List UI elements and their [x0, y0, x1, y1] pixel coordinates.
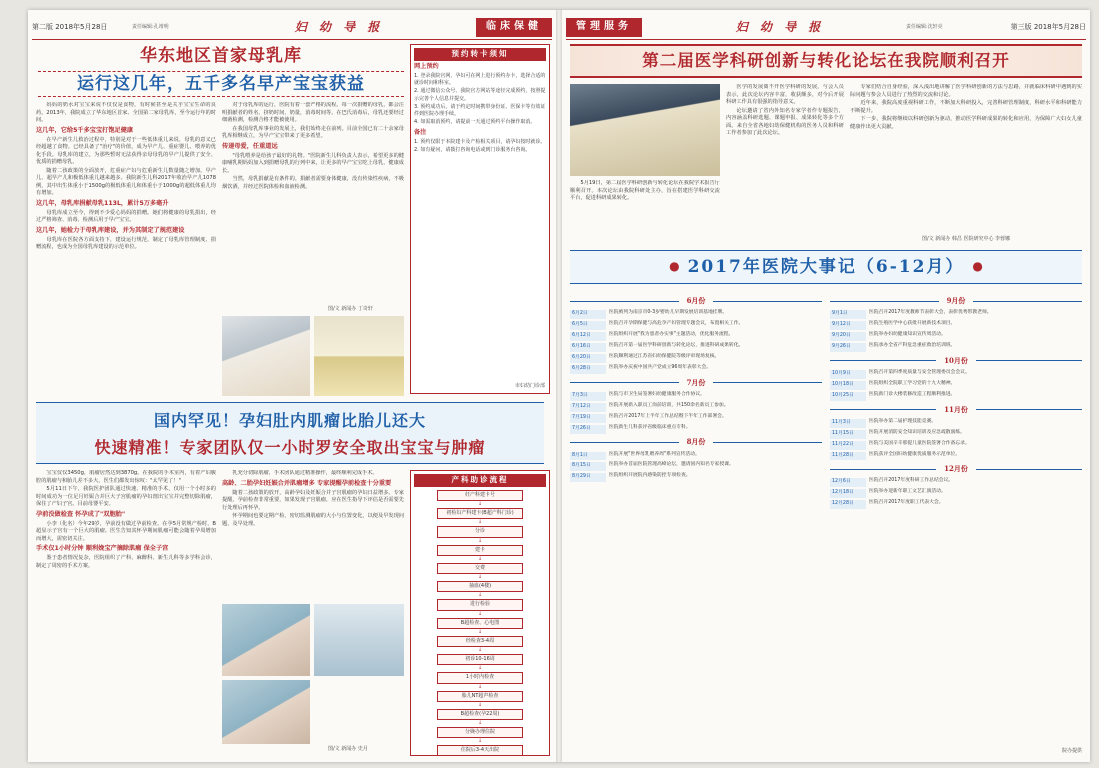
event-date: 6月16日 — [570, 343, 606, 352]
event-row — [570, 332, 822, 341]
month-heading — [830, 403, 1082, 417]
event-row — [570, 462, 822, 471]
page-header — [566, 16, 1086, 40]
event-row — [570, 414, 822, 423]
month-label: 9月份 — [946, 295, 966, 305]
subheading: 这几年，母乳库捐献母乳113L，累计5万多毫升 — [36, 199, 169, 207]
article-milk-bank-col1 — [36, 102, 216, 398]
month-label: 11月份 — [944, 404, 968, 414]
subheading: 孕前没做检查 怀孕成了"双胞胎" — [36, 510, 126, 518]
flowchart-step: B超检查(孕22周) — [437, 709, 523, 720]
event-date: 6月2日 — [570, 310, 606, 319]
notice-text: 2. 通过微信公众号、我院官方网站等途径完成预约，按照提示完善个人信息并提交。 — [414, 88, 546, 102]
paragraph: 随着二孩政策的全面放开，危重症产妇与危重新生儿数量随之增加。早产儿、超早产儿和极低体重儿越来越多。我院新生儿科2017年收治早产儿1078例，其中出生体重小于1500g的极低体重儿和体重小于1000g的超低体重儿均有增加。 — [36, 167, 216, 197]
event-date: 11月15日 — [830, 430, 866, 439]
arrow-down-icon: ↓ — [477, 720, 483, 727]
arrow-down-icon: ↓ — [477, 555, 483, 562]
paragraph: 近年来，我院高度重视科研工作，不断加大科研投入，完善科研管理制度，科研水平和科研能力不断提升。 — [850, 100, 1082, 114]
event-row — [570, 392, 822, 401]
event-row — [830, 310, 1082, 319]
event-text: 医院与市卫生局签署妇幼健康服务合作协议。 — [609, 391, 705, 397]
forum-col2 — [726, 84, 844, 246]
article-milk-bank-col2 — [222, 102, 404, 302]
event-text: 医院新生儿科获评省级临床重点专科。 — [609, 424, 691, 430]
event-text: 医院获评全国妇幼健康优质服务示范单位。 — [869, 451, 961, 457]
event-date: 7月12日 — [570, 403, 606, 412]
subheading: 这几年，它给5千多宝宝打饱足健康 — [36, 126, 134, 134]
notice-footer: 市妇幼门诊部 — [514, 382, 545, 389]
paragraph: 妈妈的奶水对宝宝来说不仅仅是食物，有时候甚至是关乎宝宝生命的良药。2013年，我院成立了华东地区首家、全国第二家母乳库，至今运行年的时间。 — [36, 102, 216, 124]
flowchart-step: 1小时内检查 — [437, 672, 523, 683]
photo-milk-bank-staff — [222, 316, 310, 396]
events-banner — [570, 250, 1082, 284]
month-heading — [830, 354, 1082, 368]
event-date: 11月28日 — [830, 452, 866, 461]
notice-text: 3. 预约成功后，请于约定时间携带身份证、医保卡等有效证件到医院办理手续。 — [414, 103, 546, 118]
event-text: 医院组织全院职工学习党的十九大精神。 — [869, 380, 956, 386]
flowchart-step: 进行检验 — [437, 599, 523, 610]
event-row — [570, 403, 822, 412]
event-date: 6月20日 — [570, 354, 606, 363]
bullet-icon: ● — [972, 259, 983, 274]
paragraph: 专家们结合自身经验，深入浅出地讲解了医学科研创新的方法与思路，并就临床科研中遇到的实际问题与参会人员进行了热烈的交流和讨论。 — [850, 84, 1082, 98]
page-date: 第三版 2018年5月28日 — [1010, 23, 1086, 32]
event-text: 医院顺利通过江苏省妇幼保健院等级评审现场复核。 — [609, 353, 720, 359]
arrow-down-icon: ↓ — [477, 574, 483, 581]
page-three — [562, 10, 1090, 762]
event-date: 7月3日 — [570, 392, 606, 401]
month-label: 8月份 — [686, 437, 706, 447]
paragraph: 母乳库成立至今，得到不少爱心妈妈的捐赠。她们将健康的母乳捐出，经过严格筛查、消毒、检测后用于早产宝宝。 — [36, 209, 216, 224]
appointment-notice — [410, 44, 550, 394]
paragraph: 论坛邀请了省内外知名专家学者作专题报告，内容涵盖科研选题、课题申报、成果转化等多个方面。来自全省各地妇幼保健机构的医务人员和科研工作者参加了此次论坛。 — [726, 107, 844, 137]
forum-credit: 图/文 新闻办 韩昌 医院研究中心 李蓉娜 — [922, 236, 1011, 242]
event-date: 10月18日 — [830, 381, 866, 390]
photo-baby — [222, 680, 310, 744]
headline-text: 第二届医学科研创新与转化论坛在我院顺利召开 — [642, 51, 1010, 71]
event-date: 12月6日 — [830, 478, 866, 487]
paragraph: 下一步，我院将继续以科研创新为驱动，推动医学科研成果的转化和应用，为保障广大妇女儿童健康作出更大贡献。 — [850, 116, 1082, 130]
event-row — [830, 441, 1082, 450]
event-text: 医院召开2017年度科研工作总结会议。 — [869, 478, 954, 484]
event-text: 医院举办第二届护理技能竞赛。 — [869, 418, 937, 424]
event-date: 11月22日 — [830, 441, 866, 450]
flowchart-step: 分娩办理住院 — [437, 727, 523, 738]
paragraph: 乳充分切除肌瘤，手术团队通过精准操作，最终顺利完成手术。 — [232, 470, 378, 476]
flowchart-steps — [414, 490, 546, 756]
article-tumor-col2 — [222, 470, 404, 600]
event-text: 医院生殖医学中心获批开展新技术项目。 — [869, 320, 956, 326]
event-text: 医院组织开展院内感染防控专项检查。 — [609, 473, 691, 479]
flowchart-step: 初诊10-16周 — [437, 654, 523, 665]
month-label: 12月份 — [944, 464, 968, 474]
event-row — [570, 343, 822, 352]
headline-line2: 运行这几年，五千多名早产宝宝获益 — [38, 71, 404, 98]
arrow-down-icon: ↓ — [477, 701, 483, 708]
headline-line1: 华东地区首家母乳库 — [140, 46, 302, 66]
notice-text: 4. 如需取消预约，请提前一天通过预约平台操作取消。 — [414, 119, 536, 126]
arrow-down-icon: ↓ — [477, 592, 483, 599]
paragraph: 小李（化名）今年29岁，孕前没有做过孕前检查。在孕5月常规产检时，B超显示子宫有一个巨大的肌瘤。医生告知其怀孕期间肌瘤可能会随着孕周增加而增大，需密切关注。 — [36, 520, 216, 542]
flowchart-step: 抽血(4楼) — [437, 581, 523, 592]
event-text: 医院开展"世界母乳喂养周"系列宣传活动。 — [609, 451, 700, 457]
event-row — [570, 425, 822, 434]
headline-tumor — [36, 402, 544, 464]
page-two — [28, 10, 556, 762]
event-row — [830, 419, 1082, 428]
photo-milk-bottles — [314, 316, 404, 396]
event-date: 11月3日 — [830, 419, 866, 428]
subheading: 手术仅1小时分钟 顺利娩宝产摘除肌瘤 保全子宫 — [36, 545, 169, 553]
subheading: 这几年，她检力于母乳库建设，并为其制定了规范建设 — [36, 226, 185, 234]
event-date: 9月26日 — [830, 343, 866, 352]
paragraph: 5月19日，第二届医学科研创新与转化论坛在我院学术报告厅顺利召开。本次论坛由我院科研处主办，旨在搭建医学科研交流平台，促进科研成果转化。 — [570, 180, 720, 202]
event-date: 6月5日 — [570, 321, 606, 330]
arrow-down-icon: ↓ — [477, 738, 483, 745]
flowchart-step: 交费 — [437, 563, 523, 574]
paragraph: 医学的发展离不开医学科研的发展，与会人员表示，此次论坛内容丰富，收获颇多，对今后开展科研工作具有很强的指导意义。 — [726, 84, 844, 106]
headline-line1: 国内罕见！孕妇肚内肌瘤比胎儿还大 — [153, 411, 426, 430]
event-text: 医院召开2017年度职工代表大会。 — [869, 500, 944, 506]
flowchart-step: 胎儿NT超声检查 — [437, 691, 523, 702]
event-date: 12月18日 — [830, 489, 866, 498]
arrow-down-icon: ↓ — [477, 519, 483, 526]
month-heading — [570, 294, 822, 308]
subheading: 传递母爱，任重道远 — [222, 142, 278, 150]
paragraph: 在我国母乳库事业的发展上，我们始终走在前列。目前全国已有二十余家母乳库相继成立，为早产宝宝带来了更多希望。 — [222, 125, 404, 140]
event-row — [570, 473, 822, 482]
event-text: 医院举办庆祝中国共产党成立96周年表彰大会。 — [609, 364, 712, 370]
event-date: 8月15日 — [570, 462, 606, 471]
headline-forum — [570, 44, 1082, 78]
event-date: 9月1日 — [830, 310, 866, 319]
month-heading — [830, 462, 1082, 476]
page-editor: 责任编辑:孔靖明 — [132, 23, 169, 30]
event-row — [570, 321, 822, 330]
newspaper-name: 妇 幼 导 报 — [735, 19, 825, 34]
flowchart-step: 建卡 — [437, 545, 523, 556]
events-title: 2017年医院大事记（6-12月） — [687, 256, 965, 277]
obstetric-flowchart — [410, 470, 550, 756]
event-row — [570, 365, 822, 374]
headline-line2: 快速精准！专家团队仅一小时罗安全取出宝宝与肿瘤 — [94, 438, 486, 458]
events-column-left — [570, 292, 822, 484]
paragraph: "母乳喂养是给孩子最好的礼物。"医院新生儿科负责人表示，希望更多的健康哺乳期妈妈加入到捐赠母乳的行列中来，让更多的早产宝宝吃上母乳，健康成长。 — [222, 152, 404, 174]
flowchart-step: 经检查3-4周 — [437, 636, 523, 647]
event-row — [830, 489, 1082, 498]
flowchart-title: 产科助诊流程 — [414, 474, 546, 487]
month-label: 10月份 — [944, 355, 968, 365]
notice-title: 预约转卡须知 — [414, 48, 546, 61]
arrow-down-icon: ↓ — [477, 610, 483, 617]
event-text: 医院召开第一届医学科研创新与转化论坛，推进科研成果转化。 — [609, 342, 744, 348]
flowchart-step: 初检妇产科建卡(B超产科门诊) — [437, 508, 523, 519]
event-date: 8月1日 — [570, 452, 606, 461]
event-text: 医院新门诊大楼装修改造工程顺利推进。 — [869, 391, 956, 397]
event-date: 12月28日 — [830, 500, 866, 509]
forum-col3 — [850, 84, 1082, 234]
flowchart-step: 妊产科建卡号 — [437, 490, 523, 501]
paragraph: 随着二孩政策的放开，高龄孕妇及妊娠合并子宫肌瘤的孕妇日益增多。专家提醒，孕前检查非常重要，如果发现子宫肌瘤，应在医生指导下评估是否需要先行处理后再怀孕。 — [222, 489, 404, 511]
subheading: 高龄、二胎孕妇妊娠合并肌瘤增多 专家提醒孕前检查十分重要 — [222, 479, 392, 487]
event-row — [830, 478, 1082, 487]
month-label: 7月份 — [686, 377, 706, 387]
notice-subheading: 备注 — [414, 128, 427, 136]
newspaper-name: 妇 幼 导 报 — [294, 19, 384, 34]
paragraph: 对于母乳库的运行，医院有着一套严格的流程。每一次捐赠的母乳，都会注明捐献者的姓名、挤奶时间、奶量，消毒时间等。在巴氏消毒后，母乳还要经过细菌检测，检测合格才能被使用。 — [222, 102, 404, 124]
event-text: 医院与美国辛辛那提儿童医院签署合作备忘录。 — [869, 440, 970, 446]
paragraph: 鉴于患者情况复杂，医院组织了产科、麻醉科、新生儿科等多学科会诊，制定了周密的手术方案。 — [36, 555, 216, 569]
event-text: 医院举办妇幼健康知识宣传周活动。 — [869, 331, 946, 337]
event-row — [570, 354, 822, 363]
event-row — [830, 332, 1082, 341]
paragraph: 当然，母乳捐献是有条件的。捐献者需要身体健康，没有传染性疾病，不吸烟饮酒，并经过医院体检和血液检测。 — [222, 176, 404, 190]
event-text: 医院举办迎新年职工文艺汇演活动。 — [869, 489, 946, 495]
paragraph: 宝宝仅仅3450g，肌瘤居然达到3870g。在我院的手术室内，有着产妇腹腔的肌瘤与和胎儿差不多大，医生们都发出惊叹："太罕见了！" — [36, 470, 216, 484]
article-tumor-col1 — [36, 470, 216, 756]
arrow-down-icon: ↓ — [477, 683, 483, 690]
paragraph: 怀孕期间也要定期产检，密切监测肌瘤的大小与位置变化，以便及早发现问题、及早处理。 — [222, 513, 404, 527]
month-label: 6月份 — [686, 295, 706, 305]
month-heading — [830, 294, 1082, 308]
page-date: 第二版 2018年5月28日 — [32, 23, 108, 32]
arrow-down-icon: ↓ — [477, 647, 483, 654]
photo-surgery — [222, 604, 310, 676]
event-row — [830, 321, 1082, 330]
section-title: 管理服务 — [566, 18, 642, 37]
event-date: 9月12日 — [830, 321, 866, 330]
bullet-icon: ● — [669, 259, 680, 274]
event-row — [830, 452, 1082, 461]
event-text: 医院召开2017年度教师节表彰大会，表彰优秀带教老师。 — [869, 310, 992, 315]
article-credit: 图/文 新闻办 丁奇轩 — [328, 306, 373, 312]
event-row — [830, 392, 1082, 401]
event-row — [830, 430, 1082, 439]
paragraph: 在早产新生儿救治过程中，特别是对于一些低体重儿来说，母乳的意义已经超越了食物。已经具备了"治疗"的价值，成为早产儿、重症婴儿、喂养的优化手段。母乳库的建立，为那些暂时无法获得亲母母乳的早产儿提供了安全、优质的捐赠母乳。 — [36, 136, 216, 166]
forum-col1 — [570, 180, 720, 246]
article-credit: 图/文 新闻办 史月 — [328, 746, 368, 752]
event-date: 7月19日 — [570, 414, 606, 423]
paragraph: 5月11日下午，我院医护团队通过快速、精准的手术，仅用一个小时多的时间成功为一位足月妊娠合并巨大子宫肌瘤的孕妇剖出宝宝并完整切除肌瘤，保住了产妇子宫。目前母婴平安。 — [36, 486, 216, 508]
event-text: 医院召开2017年上半年工作总结暨下半年工作部署会。 — [609, 413, 727, 419]
event-date: 10月25日 — [830, 392, 866, 401]
event-date: 6月12日 — [570, 332, 606, 341]
event-row — [830, 500, 1082, 509]
notice-text: 1. 登录我院官网，孕妇可在网上进行预约办卡，选择合适的就诊时间和科室。 — [414, 72, 546, 87]
arrow-down-icon: ↓ — [477, 537, 483, 544]
month-heading — [570, 436, 822, 450]
event-text: 医院承办全省产科危急重症救治培训班。 — [869, 342, 956, 348]
month-heading — [570, 376, 822, 390]
event-text: 医院召开孕期保健与高危孕产妇管理专题会议，布置相关工作。 — [609, 320, 744, 326]
flowchart-step: B超检查、心电图 — [437, 618, 523, 629]
headline-milk-bank — [38, 44, 404, 96]
event-date: 7月26日 — [570, 425, 606, 434]
notice-subheading: 网上预约 — [414, 62, 439, 70]
notice-text: 1. 预约仅限于本院建卡及产检相关项目，请孕妇按时就诊。 — [414, 138, 546, 145]
photo-tumor — [314, 604, 404, 676]
page-header — [32, 16, 552, 40]
event-text: 医院召开第四季度质量与安全管理委员会会议。 — [869, 369, 970, 375]
event-text: 医院被列为南京市0-3岁婴幼儿早期发展培训基地挂牌。 — [609, 310, 728, 315]
event-date: 10月9日 — [830, 370, 866, 379]
page-editor: 责任编辑:沈轩亮 — [906, 23, 943, 30]
event-date: 9月20日 — [830, 332, 866, 341]
newspaper-spread — [28, 10, 1090, 762]
event-text: 医院举办首届医院管理高峰论坛，邀请国内知名专家授课。 — [609, 462, 734, 468]
event-row — [570, 452, 822, 461]
notice-text: 2. 如有疑问，请拨打咨询电话或到门诊服务台咨询。 — [414, 146, 531, 153]
event-text: 医院开展新入职员工岗前培训，共150余名新员工参加。 — [609, 402, 729, 408]
photo-forum-hall — [570, 84, 720, 176]
events-credit: 院办提供 — [1061, 748, 1082, 754]
event-date: 8月29日 — [570, 473, 606, 482]
event-text: 医院开展消防安全知识培训及应急疏散演练。 — [869, 429, 965, 435]
event-row — [830, 343, 1082, 352]
event-row — [830, 370, 1082, 379]
event-row — [570, 310, 822, 319]
paragraph: 母乳库在医院各方面支持下，建设运行规范，制定了母乳库管理制度、捐赠流程，也成为全国母乳库建设的示范单位。 — [36, 236, 216, 251]
flowchart-step: 住院后3-4天出院 — [437, 745, 523, 756]
event-text: 医院组织开展"我为患者办实事"主题活动，优化服务流程。 — [609, 331, 734, 337]
arrow-down-icon: ↓ — [477, 501, 483, 508]
arrow-down-icon: ↓ — [477, 628, 483, 635]
event-row — [830, 381, 1082, 390]
arrow-down-icon: ↓ — [477, 665, 483, 672]
events-column-right — [830, 292, 1082, 511]
event-date: 6月28日 — [570, 365, 606, 374]
section-title: 临床保健 — [476, 18, 552, 37]
flowchart-step: 分诊 — [437, 526, 523, 537]
